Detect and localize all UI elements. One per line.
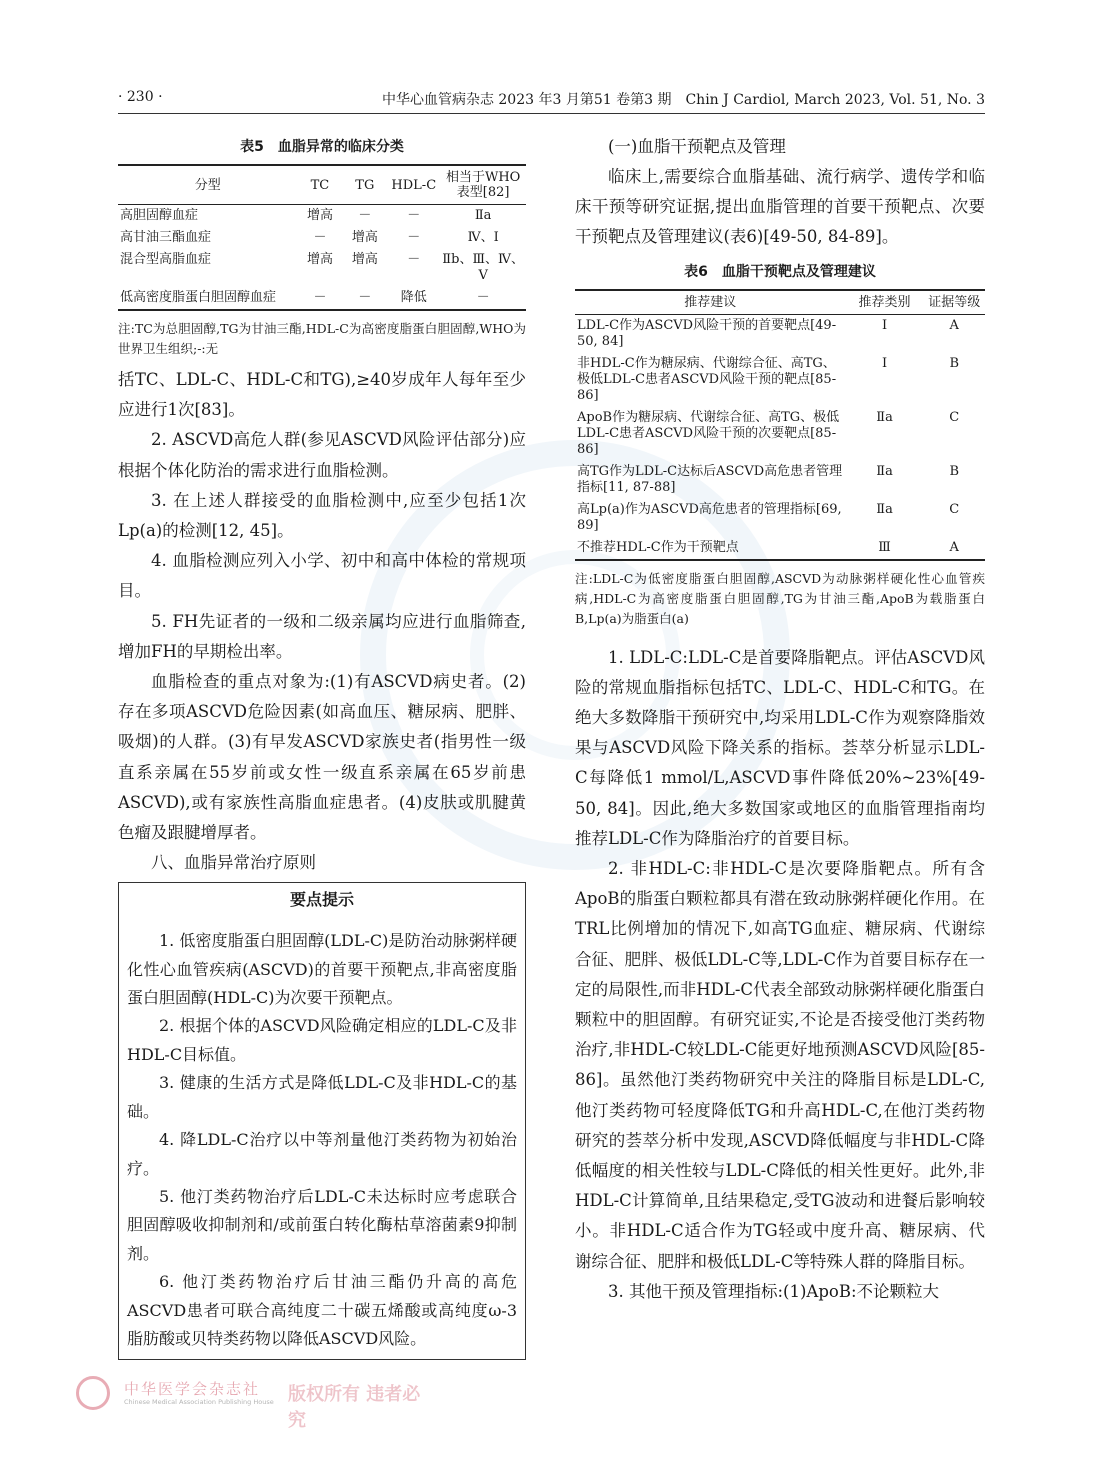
- table-row: [118, 205, 526, 228]
- table-row: [575, 407, 985, 461]
- table5-header: HDL-C: [387, 165, 440, 205]
- body-paragraph: 2. 非HDL-C:非HDL-C是次要降脂靶点。所有含ApoB的脂蛋白颗粒都具有潜在致动脉粥样硬化作用。在TRL比例增加的情况下,如高TG血症、糖尿病、代谢综合征、肥胖、极低LDL-C等,LDL-C作为首要目标存在一定的局限性,而非HDL-C代表全部致动脉粥样硬化脂蛋白颗粒中的胆固醇。有研究证实,不论是否接受他汀类药物治疗,非HDL-C较LDL-C能更好地预测ASCVD风险[85-86]。虽然他汀类药物研究中关注的降脂目标是LDL-C,他汀类药物可轻度降低TG和升高HDL-C,在他汀类药物研究的荟萃分析中发现,ASCVD降低幅度与非HDL-C降低幅度的相关性较与LDL-C降低的相关性更好。此外,非HDL-C计算简单,且结果稳定,受TG波动和进餐后影响较小。非HDL-C适合作为TG轻或中度升高、糖尿病、代谢综合征、肥胖和极低LDL-C等特殊人群的降脂目标。: [575, 859, 985, 1271]
- table-row: [118, 287, 526, 310]
- table5-header: TC: [298, 165, 343, 205]
- subsection-heading: (一)血脂干预靶点及管理: [608, 137, 786, 156]
- key-point-item: 2. 根据个体的ASCVD风险确定相应的LDL-C及非HDL-C目标值。: [127, 1016, 517, 1064]
- table-cell: Ⅰ: [881, 317, 888, 333]
- table-cell: Ⅱa: [876, 409, 893, 425]
- table-row: [118, 249, 526, 287]
- page-header: [118, 87, 985, 114]
- key-points-title: 要点提示: [289, 890, 354, 910]
- table5-header: TG: [342, 165, 387, 205]
- table-cell: B: [949, 463, 960, 479]
- key-point-item: 5. 他汀类药物治疗后LDL-C未达标时应考虑联合胆固醇吸收抑制剂和/或前蛋白转化酶枯草溶菌素9抑制剂。: [127, 1186, 517, 1263]
- table-row: [118, 227, 526, 249]
- table-cell: 高胆固醇血症: [120, 208, 199, 223]
- table-row: [575, 537, 985, 560]
- table-cell: Ⅱa: [876, 501, 893, 517]
- key-points-box: [118, 882, 526, 1360]
- table-cell: 非HDL-C作为糖尿病、代谢综合征、高TG、极低LDL-C患者ASCVD风险干预的靶点[85-86]: [577, 355, 837, 403]
- key-point-item: 3. 健康的生活方式是降低LDL-C及非HDL-C的基础。: [127, 1073, 517, 1121]
- table-cell: －: [407, 208, 421, 223]
- section-heading: 八、血脂异常治疗原则: [151, 853, 316, 873]
- body-paragraph: 5. FH先证者的一级和二级亲属均应进行血脂筛查,增加FH的早期检出率。: [118, 611, 526, 661]
- table-cell: Ⅱa: [876, 463, 893, 479]
- table-row: [575, 461, 985, 499]
- table-cell: LDL-C作为ASCVD风险干预的首要靶点[49-50, 84]: [577, 317, 837, 349]
- body-paragraph: 1. LDL-C:LDL-C是首要降脂靶点。评估ASCVD风险的常规血脂指标包括TC、LDL-C、HDL-C和TG。在绝大多数降脂干预研究中,均采用LDL-C作为观察降脂效果与ASCVD风险下降关系的指标。荟萃分析显示LDL-C每降低1 mmol/L,ASCVD事件降低20%~23%[49-50, 84]。因此,绝大多数国家或地区的血脂管理指南均推荐LDL-C作为降脂治疗的首要目标。: [575, 647, 985, 848]
- table-cell: －: [440, 287, 526, 310]
- table-cell: 增高: [351, 252, 378, 267]
- flower-logo-icon: [76, 1376, 110, 1410]
- table-cell: ApoB作为糖尿病、代谢综合征、高TG、极低LDL-C患者ASCVD风险干预的次要靶点[85-86]: [577, 409, 840, 457]
- body-paragraph: 2. ASCVD高危人群(参见ASCVD风险评估部分)应根据个体化防治的需求进行血脂检测。: [118, 430, 526, 480]
- left-column: [118, 132, 526, 1360]
- table6-note: 注:LDL-C为低密度脂蛋白胆固醇,ASCVD为动脉粥样硬化性心血管疾病,HDL-C为高密度脂蛋白胆固醇,TG为甘油三酯,ApoB为载脂蛋白B,Lp(a)为脂蛋白(a): [575, 570, 985, 626]
- journal-citation: 中华心血管病杂志 2023 年3 月第51 卷第3 期 Chin J Cardiol, March 2023, Vol. 51, No. 3: [381, 92, 985, 108]
- body-paragraph: 临床上,需要综合血脂基础、流行病学、遗传学和临床干预等研究证据,提出血脂管理的首要干预靶点、次要干预靶点及管理建议(表6)[49-50, 84-89]。: [575, 167, 985, 247]
- table-cell: Ⅳ、Ⅰ: [467, 230, 499, 245]
- table-cell: 高TG作为LDL-C达标后ASCVD高危患者管理指标[11, 87-88]: [577, 463, 843, 495]
- table-cell: Ⅰ: [881, 355, 888, 371]
- key-point-item: 4. 降LDL-C治疗以中等剂量他汀类药物为初始治疗。: [127, 1130, 517, 1178]
- table-row: [575, 499, 985, 537]
- publisher-logo: [76, 1376, 436, 1431]
- table-cell: 混合型高脂血症: [120, 252, 212, 267]
- table6-header: 推荐类别: [846, 290, 924, 315]
- body-paragraph: 括TC、LDL-C、HDL-C和TG),≥40岁成年人每年至少应进行1次[83]。: [118, 370, 526, 420]
- table-cell: Ⅱa: [474, 208, 492, 223]
- key-point-item: 1. 低密度脂蛋白胆固醇(LDL-C)是防治动脉粥样硬化性心血管疾病(ASCVD)的首要干预靶点,非高密度脂蛋白胆固醇(HDL-C)为次要干预靶点。: [127, 931, 517, 1008]
- table-cell: C: [949, 409, 960, 425]
- publisher-english: Chinese Medical Association Publishing House: [124, 1398, 274, 1406]
- table-cell: C: [949, 501, 960, 517]
- table-row: [575, 314, 985, 353]
- table-cell: －: [407, 230, 421, 245]
- table5-header: 分型: [118, 165, 298, 205]
- table6: [575, 289, 985, 561]
- table-cell: 增高: [351, 230, 378, 245]
- table-cell: －: [298, 287, 343, 310]
- table-cell: 不推荐HDL-C作为干预靶点: [575, 537, 846, 560]
- table5-caption: 表5 血脂异常的临床分类: [240, 139, 404, 155]
- table-cell: －: [358, 208, 372, 223]
- body-paragraph: 血脂检查的重点对象为:(1)有ASCVD病史者。(2)存在多项ASCVD危险因素(如高血压、糖尿病、肥胖、吸烟)的人群。(3)有早发ASCVD家族史者(指男性一级直系亲属在55岁前或女性一级直系亲属在65岁前患ASCVD),或有家族性高脂血症患者。(4)皮肤或肌腱黄色瘤及跟腱增厚者。: [118, 672, 526, 843]
- table-cell: 增高: [306, 252, 333, 267]
- table-cell: A: [949, 317, 959, 333]
- body-paragraph: 4. 血脂检测应列入小学、初中和高中体检的常规项目。: [118, 551, 526, 601]
- table-row: [575, 353, 985, 407]
- publisher-name: 中华医学会杂志社: [124, 1380, 261, 1398]
- table6-caption: 表6 血脂干预靶点及管理建议: [684, 263, 876, 280]
- table-cell: A: [923, 537, 985, 560]
- table-cell: Ⅱb、Ⅲ、Ⅳ、Ⅴ: [442, 252, 524, 283]
- table6-header: 证据等级: [923, 290, 985, 315]
- table5-header: 相当于WHO表型[82]: [440, 165, 526, 205]
- right-column: [575, 132, 985, 1307]
- key-point-item: 6. 他汀类药物治疗后甘油三酯仍升高的高危ASCVD患者可联合高纯度二十碳五烯酸或高纯度ω-3脂肪酸或贝特类药物以降低ASCVD风险。: [127, 1272, 517, 1348]
- table-cell: 降低: [387, 287, 440, 310]
- copyright-slogan: 版权所有 违者必究: [288, 1384, 421, 1431]
- page-number: · 230 ·: [118, 89, 163, 105]
- table-cell: －: [407, 252, 421, 267]
- table-cell: 低高密度脂蛋白胆固醇血症: [118, 287, 298, 310]
- table-cell: 高Lp(a)作为ASCVD高危患者的管理指标[69, 89]: [577, 501, 842, 533]
- body-paragraph: 3. 在上述人群接受的血脂检测中,应至少包括1次Lp(a)的检测[12, 45]。: [118, 490, 526, 541]
- table-cell: 高甘油三酯血症: [120, 230, 212, 245]
- body-paragraph: 3. 其他干预及管理指标:(1)ApoB:不论颗粒大: [608, 1281, 940, 1301]
- table6-header: 推荐建议: [575, 290, 846, 315]
- table-cell: －: [313, 230, 327, 245]
- table5: [118, 164, 526, 311]
- table-cell: 增高: [306, 208, 333, 223]
- table5-note: 注:TC为总胆固醇,TG为甘油三酯,HDL-C为高密度脂蛋白胆固醇,WHO为世界卫生组织;-:无: [118, 321, 526, 356]
- table-cell: －: [342, 287, 387, 310]
- table-cell: B: [949, 355, 960, 371]
- table-cell: Ⅲ: [846, 537, 924, 560]
